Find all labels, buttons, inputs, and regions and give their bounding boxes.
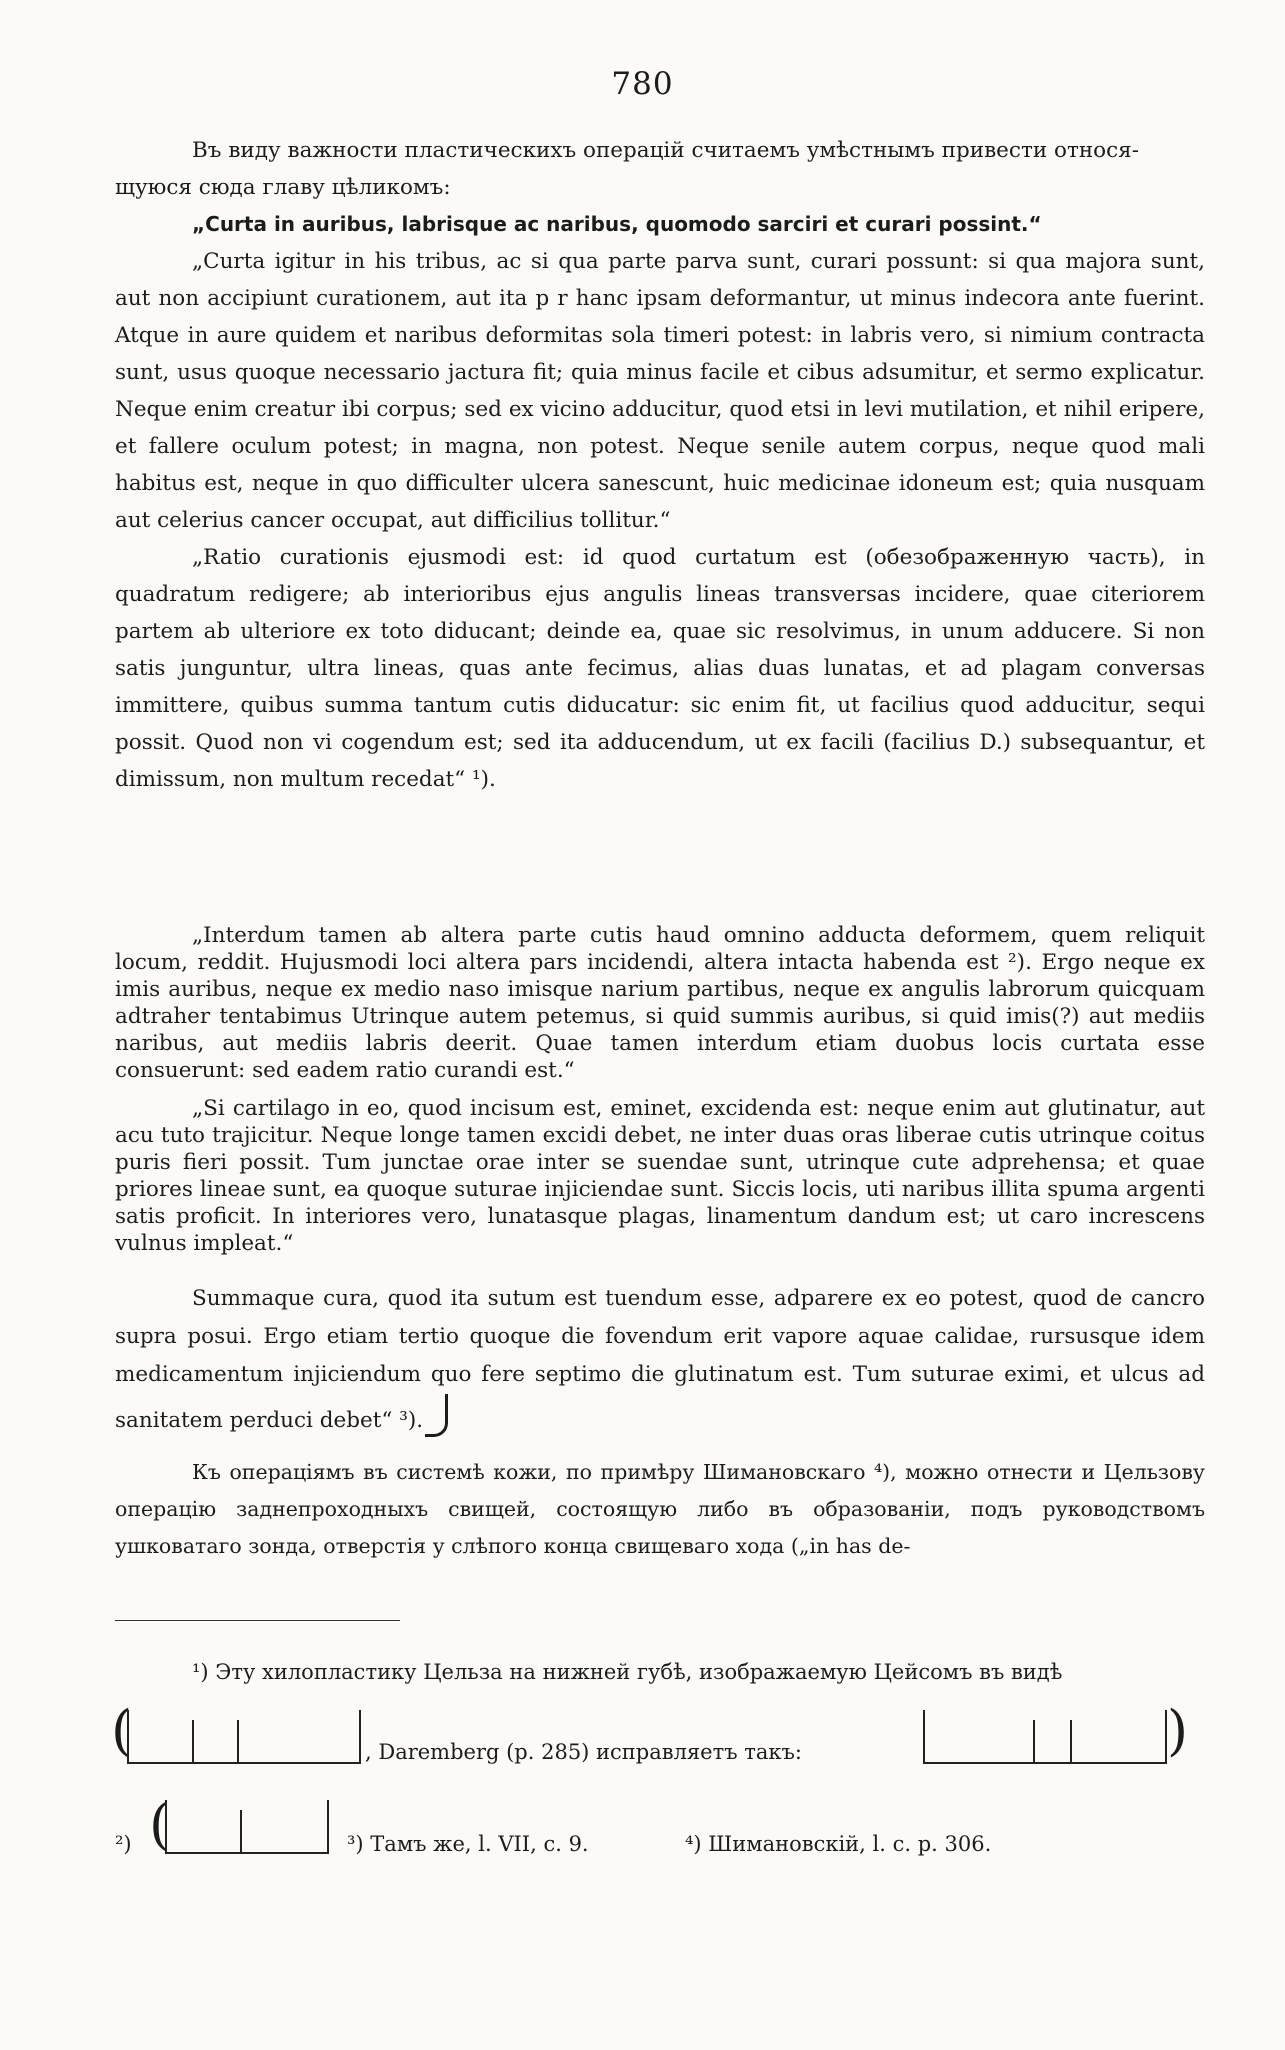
- paragraph-3: „Interdum tamen ab altera parte cutis haud omnino adducta deformem, quem reliquit locum, reddit. Hujusmodi loci altera pars incidendi, altera intacta habenda est ²). Ergo neque ex imis auribus, neque ex medio naso imisque narium partibus, neque ex angulis labrorum quicquam adtraher tentabimus Utrinque autem petemus, si quid summis auribus, si quid imis(?) aut mediis naribus, aut mediis labris deerit. Quae tamen interdum etiam duobus locis curtata esse consuerunt: sed eadem ratio curandi est.“: [115, 923, 1205, 1083]
- page-number: 780: [611, 66, 674, 102]
- paragraph-2-text: „Ratio curationis ejusmodi est: id quod curtatum est (обезображенную часть), in quadratum redigere; ab interioribus ejus angulis lineas transversas incidere, quae citeriorem partem ab ulteriore ex toto diducant; deinde ea, quae sic resolvimus, in unum adducere. Si non satis junguntur, ultra lineas, quas ante fecimus, alias duas lunatas, et ad plagam conversas immittere, quibus summa tantum cutis diducatur: sic enim fit, ut facilius quod adducitur, sequi possit. Quod non vi cogendum est; sed ita adducendum, ut ex facili (facilius D.) subsequantur, et dimissum, non multum recedat“: [115, 545, 1205, 792]
- lip-diagram-daremberg: [923, 1710, 1167, 1764]
- right-paren-diagram-b: ): [1167, 1699, 1189, 1762]
- diagram-line: [1033, 1720, 1035, 1762]
- lip-diagram-zeis: [127, 1710, 361, 1764]
- intro-line-1: Въ виду важности пластическихъ операцій считаемъ умѣстнымъ привести относя-: [192, 138, 1139, 163]
- diagram-line: [237, 1720, 239, 1762]
- closing-quote: [115, 1280, 1205, 1440]
- intro-line-2: щуюся сюда главу цѣликомъ:: [115, 175, 451, 200]
- paragraph-6: Къ операціямъ въ системѣ кожи, по примѣру Шимановскаго ⁴), можно отнести и Цельзову операцію заднепроходныхъ свищей, состоящую либо въ образованіи, подъ руководствомъ ушковатаго зонда, отверстія у слѣпого конца свищеваго хода („in has de-: [115, 1460, 1205, 1558]
- paragraph-5-text: Summaque cura, quod ita sutum est tuendum esse, adparere ex eo potest, quod de cancro supra posui. Ergo etiam tertio quoque die fovendum erit vapore aquae calidae, rursusque idem medicamentum injiciendum quo fere septimo die glutinatum est. Tum suturae eximi, et ulcus ad sanitatem perduci debet“: [115, 1286, 1205, 1433]
- handwritten-bracket-mark: [425, 1394, 448, 1437]
- left-paren-diagram-a: (: [111, 1699, 133, 1762]
- paragraph-2: [115, 539, 1205, 798]
- footnote-ref-3: ³).: [399, 1408, 424, 1433]
- paragraph-5: [115, 1280, 1205, 1440]
- footnote-1-line: ¹) Эту хилопластику Цельза на нижней губѣ, изображаемую Цейсомъ въ видѣ: [192, 1660, 1063, 1684]
- chapter-heading: „Curta in auribus, labrisque ac naribus, quomodo sarciri et curari possint.“: [192, 212, 1042, 236]
- footnote-1-middle: , Daremberg (p. 285) исправляетъ такъ:: [365, 1740, 802, 1764]
- lip-diagram-footnote-2: [165, 1800, 329, 1854]
- left-paren-diagram-c: (: [149, 1793, 171, 1856]
- footnote-2-label: ²): [115, 1832, 132, 1856]
- quoted-block: [115, 922, 1205, 1268]
- main-text: [115, 132, 1205, 798]
- footnote-ref-1: ¹).: [472, 767, 496, 792]
- footnote-3: ³) Тамъ же, l. VII, c. 9.: [347, 1832, 589, 1856]
- paragraph-1: „Curta igitur in his tribus, ac si qua parte parva sunt, curari possunt: si qua majora sunt, aut non accipiunt curationem, aut ita p r hanc ipsam deformantur, ut minus indecora ante fuerint. Atque in aure quidem et naribus deformitas sola timeri potest: in labris vero, si nimium contracta sunt, usus quoque necessario jactura fit; quia minus facile et cibus adsumitur, et sermo explicatur. Neque enim creatur ibi corpus; sed ex vicino adducitur, quod etsi in levi mutilation, et nihil eripere, et fallere oculum potest; in magna, non potest. Neque senile autem corpus, neque quod mali habitus est, neque in quo difficulter ulcera sanescunt, huic medicinae idoneum est; quia nusquam aut celerius cancer occupat, aut difficilius tollitur.“: [115, 249, 1205, 533]
- diagram-line: [192, 1720, 194, 1762]
- commentary: [115, 1454, 1205, 1565]
- paragraph-4: „Si cartilago in eo, quod incisum est, eminet, excidenda est: neque enim aut glutinatur, aut acu tuto trajicitur. Neque longe tamen excidi debet, ne inter duas oras liberae cutis utrinque coitus puris fieri possit. Tum junctae orae inter se suendae sunt, utrinque cute adprehensa; et quae priores lineae sunt, ea quoque suturae injiciendae sunt. Siccis locis, uti naribus illita spuma argenti satis proficit. In interiores vero, lunatasque plagas, linamentum dandum est; ut caro increscens vulnus impleat.“: [115, 1096, 1205, 1256]
- footnote-divider: [115, 1620, 400, 1621]
- diagram-line: [240, 1810, 242, 1852]
- diagram-line: [1070, 1720, 1072, 1762]
- footnote-4: ⁴) Шимановскій, l. c. p. 306.: [685, 1832, 992, 1856]
